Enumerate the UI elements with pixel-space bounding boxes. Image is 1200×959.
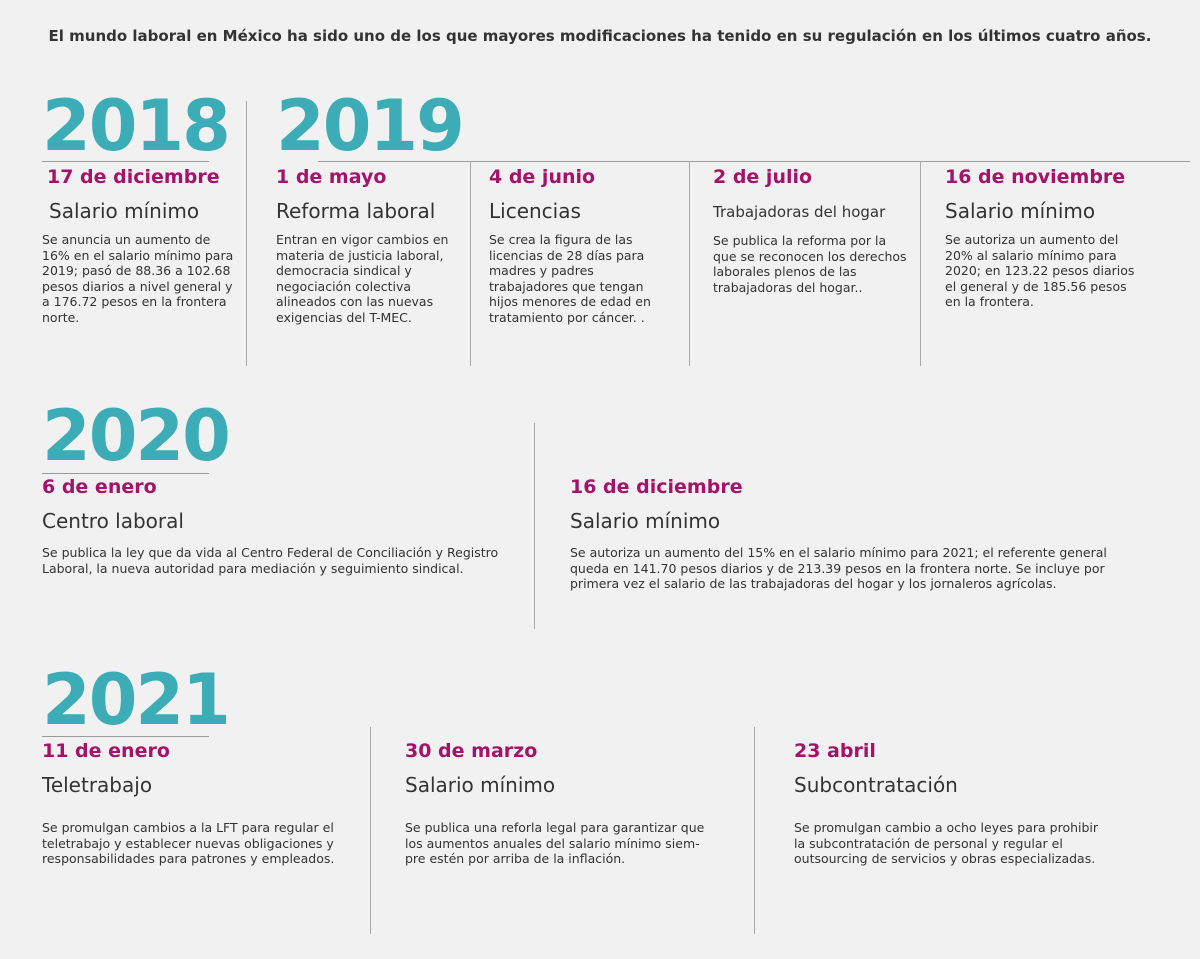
event-2019-noviembre (945, 166, 1135, 310)
event-description: Se promulgan cambios a la LFT para regular el teletrabajo y establecer nuevas obligaciones y responsabilidades para patrones y empleados. (42, 820, 335, 866)
year-2019-underline (318, 161, 1190, 162)
event-title: Salario mínimo (570, 509, 721, 533)
year-2018-underline (42, 161, 209, 162)
event-title: Reforma laboral (276, 199, 436, 223)
intro-text: El mundo laboral en México ha sido uno de los que mayores modificaciones ha tenido en su regulación en los últimos cuatro años. (48, 27, 1152, 45)
event-date: 11 de enero (42, 740, 170, 762)
event-description: Se promulgan cambio a ocho leyes para prohibir la subcontratación de personal y regular el outsourcing de servicios y obras especializadas. (794, 820, 1099, 866)
event-description: Se autoriza un aumento del 15% en el salario mínimo para 2021; el referente general queda en 141.70 pesos diarios y de 213.39 pesos en la frontera norte. Se incluye por primera vez el salario de las trabajadoras del hogar y los jornaleros agrícolas. (570, 545, 1107, 591)
event-date: 30 de marzo (405, 740, 538, 762)
year-2021-underline (42, 736, 209, 737)
event-2020-enero (42, 476, 512, 576)
event-2019-junio (489, 166, 667, 325)
event-date: 4 de junio (489, 166, 596, 188)
event-2019-mayo (276, 166, 461, 325)
year-2019: 2019 (276, 85, 463, 167)
event-2019-julio (713, 166, 908, 295)
divider-2018-2019 (246, 101, 247, 366)
year-2021: 2021 (42, 659, 229, 741)
event-date: 16 de diciembre (570, 476, 743, 498)
year-2018: 2018 (42, 85, 229, 167)
divider-mar-abr (754, 727, 755, 934)
event-2020-diciembre (570, 476, 1110, 592)
event-description: Se autoriza un aumento del 20% al salario mínimo para 2020; en 123.22 pesos diarios el general y de 185.56 pesos en la frontera. (945, 232, 1135, 309)
event-2021-enero (42, 740, 352, 867)
event-description: Se anuncia un aumento de 16% en el salario mínimo para 2019; pasó de 88.36 a 102.68 pesos diarios a nivel general y a 176.72 pesos en la frontera norte. (42, 232, 234, 325)
event-2021-marzo (405, 740, 715, 867)
event-description: Entran en vigor cambios en materia de justicia laboral, democracia sindical y negociación colectiva alineados con las nuevas exigencias del T-MEC. (276, 232, 449, 325)
event-title: Salario mínimo (49, 199, 200, 223)
event-title: Salario mínimo (405, 773, 556, 797)
year-2020-underline (42, 473, 209, 474)
event-2021-abril (794, 740, 1109, 867)
divider-2020 (534, 423, 535, 629)
event-date: 1 de mayo (276, 166, 387, 188)
event-date: 23 abril (794, 740, 876, 762)
year-2020: 2020 (42, 395, 229, 477)
event-description: Se crea la figura de las licencias de 28 días para madres y padres trabajadores que tengan hijos menores de edad en tratamiento por cáncer. . (489, 232, 651, 325)
event-title: Licencias (489, 199, 581, 223)
event-description: Se publica la reforma por la que se reconocen los derechos laborales plenos de las trabajadoras del hogar.. (713, 233, 907, 295)
divider-jul-nov (920, 161, 921, 366)
event-date: 6 de enero (42, 476, 157, 498)
event-title: Trabajadoras del hogar (713, 203, 886, 221)
event-description: Se publica una reforla legal para garantizar que los aumentos anuales del salario mínimo siem-pre estén por arriba de la inflación. (405, 820, 705, 866)
event-title: Centro laboral (42, 509, 184, 533)
event-date: 17 de diciembre (47, 166, 220, 188)
event-date: 2 de julio (713, 166, 813, 188)
event-title: Teletrabajo (42, 773, 153, 797)
event-title: Salario mínimo (945, 199, 1096, 223)
divider-may-jun (470, 161, 471, 366)
divider-ene-mar (370, 727, 371, 934)
divider-jun-jul (689, 161, 690, 366)
event-date: 16 de noviembre (945, 166, 1126, 188)
event-title: Subcontratación (794, 773, 958, 797)
event-2018-diciembre (42, 166, 237, 325)
event-description: Se publica la ley que da vida al Centro Federal de Conciliación y Registro Laboral, la nueva autoridad para mediación y seguimiento sindical. (42, 545, 499, 576)
